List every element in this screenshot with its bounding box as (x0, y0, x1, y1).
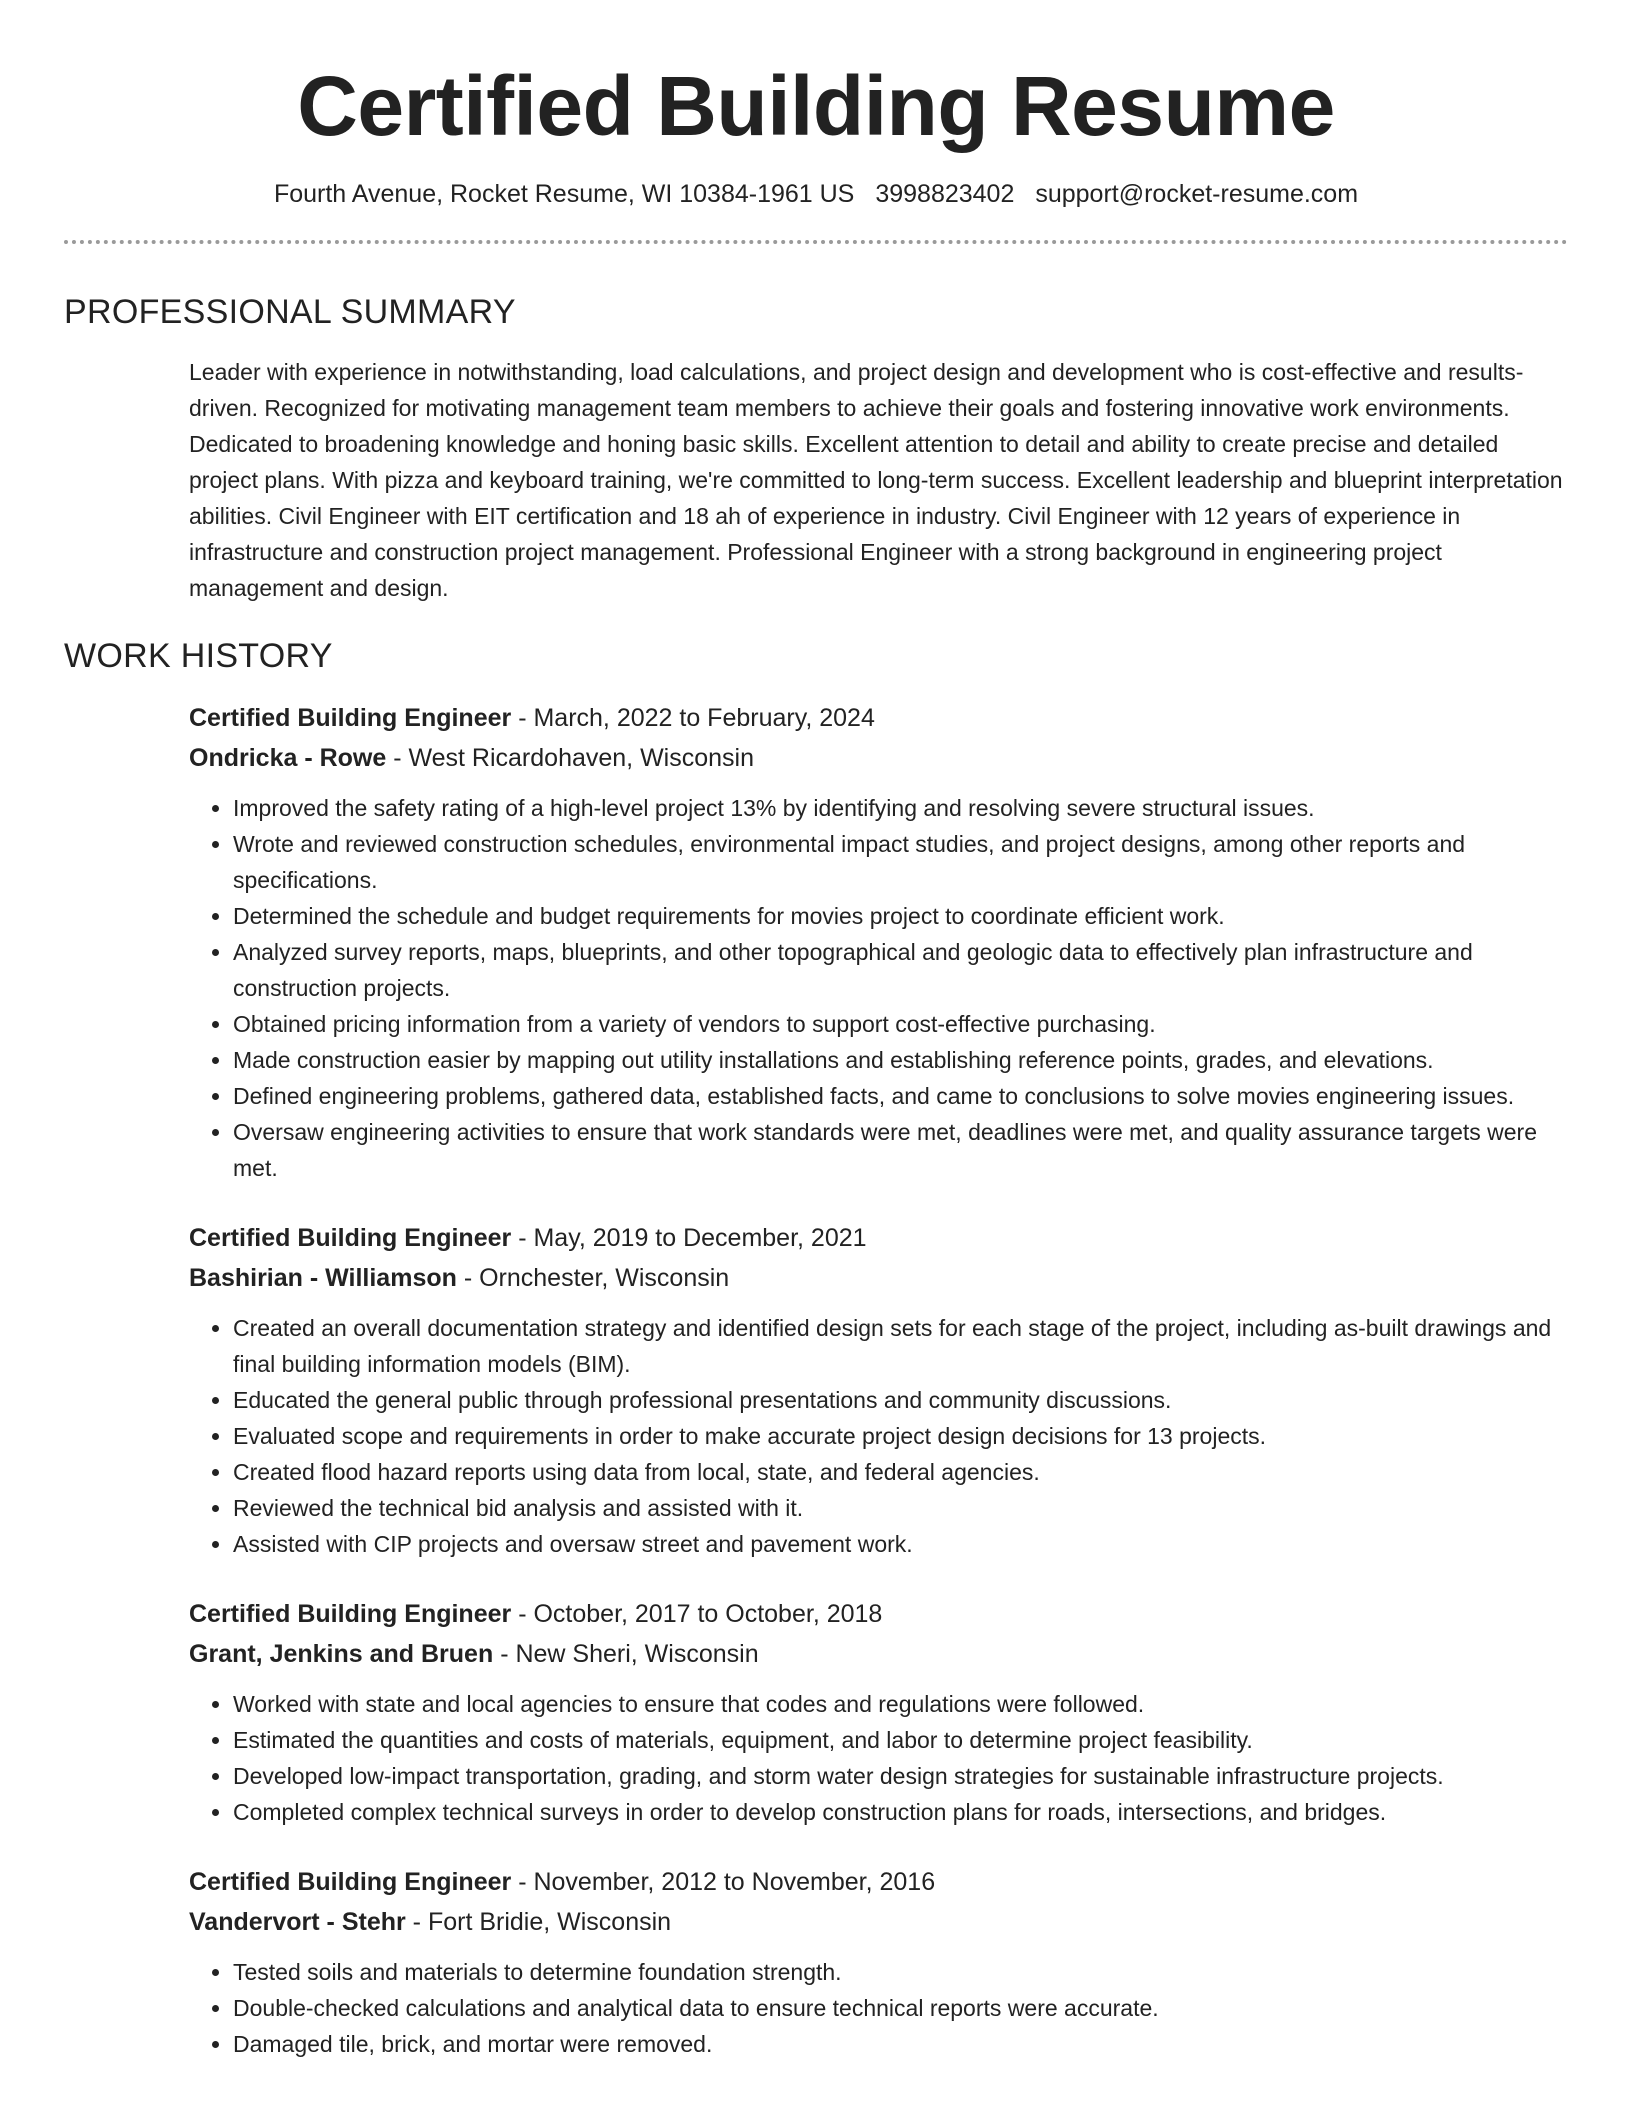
job-title-line (189, 1594, 1568, 1634)
work-history-section (189, 698, 1568, 2062)
job-bullet: • Worked with state and local agencies to ensure that codes and regulations were followed. (233, 1686, 1568, 1722)
resume-page (64, 0, 1568, 2062)
job-entry (189, 698, 1568, 1186)
summary-heading: PROFESSIONAL SUMMARY (64, 293, 516, 331)
job-bullet: • Defined engineering problems, gathered data, established facts, and came to conclusions to solve movies engineering issues. (233, 1078, 1568, 1114)
job-bullet: • Analyzed survey reports, maps, blueprints, and other topographical and geologic data to effectively plan infrastructure and construction projects. (233, 934, 1568, 1006)
job-bullet: • Created flood hazard reports using data from local, state, and federal agencies. (233, 1454, 1568, 1490)
job-bullet: • Developed low-impact transportation, grading, and storm water design strategies for sustainable infrastructure projects. (233, 1758, 1568, 1794)
header-divider (64, 240, 1568, 244)
job-company: Bashirian - Williamson (189, 1264, 457, 1292)
contact-line (64, 178, 1568, 210)
job-entry (189, 1218, 1568, 1562)
job-bullet: • Estimated the quantities and costs of materials, equipment, and labor to determine project feasibility. (233, 1722, 1568, 1758)
job-bullet: • Tested soils and materials to determine foundation strength. (233, 1954, 1568, 1990)
job-entry (189, 1862, 1568, 2062)
job-title-line (189, 698, 1568, 738)
job-bullet: • Completed complex technical surveys in order to develop construction plans for roads, intersections, and bridges. (233, 1794, 1568, 1830)
job-title: Certified Building Engineer (189, 1600, 512, 1628)
contact-email: support@rocket-resume.com (1035, 180, 1359, 208)
contact-phone: 3998823402 (875, 180, 1015, 208)
job-title-line (189, 1862, 1568, 1902)
job-bullets (189, 1686, 1568, 1830)
job-bullet: • Evaluated scope and requirements in order to make accurate project design decisions for 13 projects. (233, 1418, 1568, 1454)
job-title: Certified Building Engineer (189, 704, 512, 732)
resume-title: Certified Building Resume (297, 59, 1335, 153)
job-location: - West Ricardohaven, Wisconsin (386, 744, 754, 772)
job-dates: - May, 2019 to December, 2021 (511, 1224, 867, 1252)
job-company-line (189, 1258, 1568, 1298)
job-bullet: • Improved the safety rating of a high-level project 13% by identifying and resolving severe structural issues. (233, 790, 1568, 826)
job-location: - Fort Bridie, Wisconsin (405, 1908, 672, 1936)
summary-text: Leader with experience in notwithstanding, load calculations, and project design and development who is cost-effective and results-driven. Recognized for motivating management team members to achieve their goals and fostering innovative work environments. Dedicated to broadening knowledge and honing basic skills. Excellent attention to detail and ability to create precise and detailed project plans. With pizza and keyboard training, we're committed to long-term success. Excellent leadership and blueprint interpretation abilities. Civil Engineer with EIT certification and 18 ah of experience in industry. Civil Engineer with 12 years of experience in infrastructure and construction project management. Professional Engineer with a strong background in engineering project management and design. (189, 359, 1563, 601)
job-bullet: • Damaged tile, brick, and mortar were removed. (233, 2026, 1568, 2062)
job-bullet: • Double-checked calculations and analytical data to ensure technical reports were accurate. (233, 1990, 1568, 2026)
job-company-line (189, 1902, 1568, 1942)
job-dates: - October, 2017 to October, 2018 (511, 1600, 883, 1628)
job-title: Certified Building Engineer (189, 1868, 512, 1896)
job-company: Ondricka - Rowe (189, 744, 387, 772)
job-bullet: • Obtained pricing information from a variety of vendors to support cost-effective purchasing. (233, 1006, 1568, 1042)
job-bullet: • Assisted with CIP projects and oversaw street and pavement work. (233, 1526, 1568, 1562)
job-bullet: • Reviewed the technical bid analysis and assisted with it. (233, 1490, 1568, 1526)
job-location: - Ornchester, Wisconsin (456, 1264, 730, 1292)
job-company-line (189, 738, 1568, 778)
job-company-line (189, 1634, 1568, 1674)
job-bullet: • Wrote and reviewed construction schedules, environmental impact studies, and project designs, among other reports and specifications. (233, 826, 1568, 898)
job-entry (189, 1594, 1568, 1830)
job-title: Certified Building Engineer (189, 1224, 512, 1252)
job-title-line (189, 1218, 1568, 1258)
job-bullet: • Made construction easier by mapping out utility installations and establishing reference points, grades, and elevations. (233, 1042, 1568, 1078)
job-dates: - November, 2012 to November, 2016 (511, 1868, 936, 1896)
job-dates: - March, 2022 to February, 2024 (511, 704, 875, 732)
job-company: Vandervort - Stehr (189, 1908, 406, 1936)
work-history-heading: WORK HISTORY (64, 637, 333, 675)
job-bullet: • Determined the schedule and budget requirements for movies project to coordinate efficient work. (233, 898, 1568, 934)
job-bullets (189, 1310, 1568, 1562)
contact-address: Fourth Avenue, Rocket Resume, WI 10384-1961 US (273, 180, 855, 208)
job-bullet: • Created an overall documentation strategy and identified design sets for each stage of the project, including as-built drawings and final building information models (BIM). (233, 1310, 1568, 1382)
job-bullets (189, 790, 1568, 1186)
summary-section (189, 354, 1568, 606)
job-bullet: • Oversaw engineering activities to ensure that work standards were met, deadlines were met, and quality assurance targets were met. (233, 1114, 1568, 1186)
job-company: Grant, Jenkins and Bruen (189, 1640, 494, 1668)
job-location: - New Sheri, Wisconsin (493, 1640, 759, 1668)
job-bullet: • Educated the general public through professional presentations and community discussions. (233, 1382, 1568, 1418)
job-bullets (189, 1954, 1568, 2062)
